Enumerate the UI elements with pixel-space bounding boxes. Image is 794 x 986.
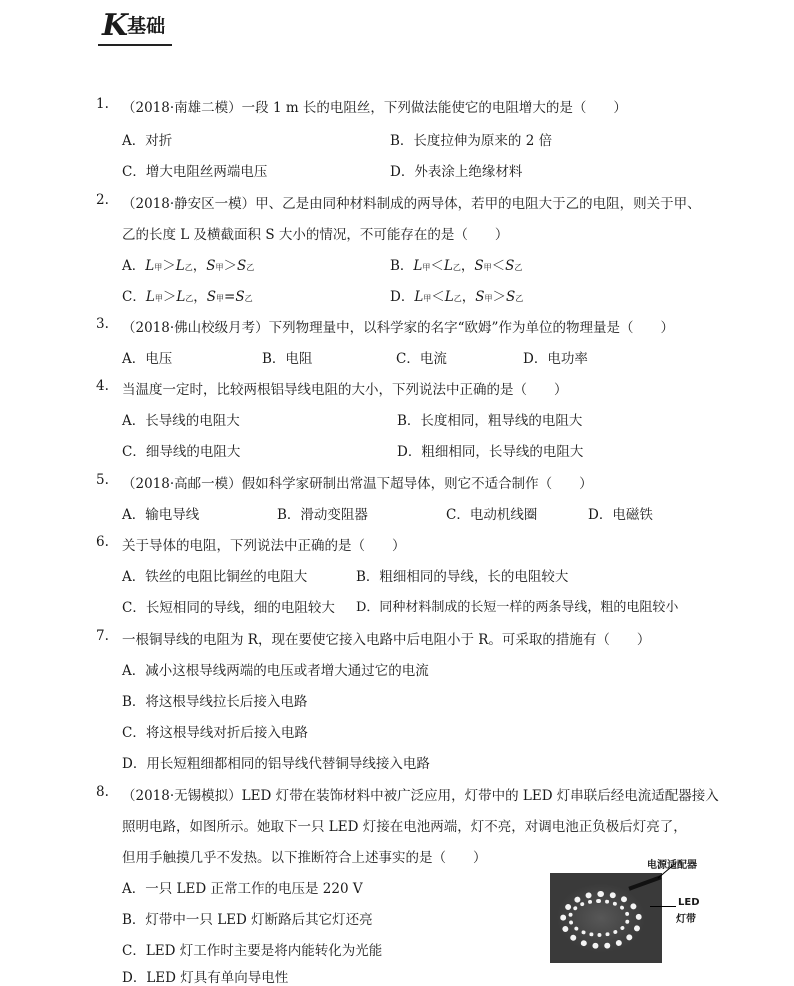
question-number: 6. xyxy=(96,534,109,550)
option-b[interactable]: B．长度拉伸为原来的 2 倍 xyxy=(390,133,553,149)
figure-label-adapter: 电源适配器 xyxy=(647,860,697,871)
option-b[interactable]: B．滑动变阻器 xyxy=(277,507,368,523)
option-b[interactable]: B．L甲＜L乙，S甲＜S乙 xyxy=(390,258,523,274)
question-number: 1. xyxy=(96,96,109,112)
option-d[interactable]: D．粗细相同，长导线的电阻大 xyxy=(397,444,584,460)
option-b[interactable]: B．灯带中一只 LED 灯断路后其它灯还亮 xyxy=(122,912,373,928)
question-7 xyxy=(96,628,651,648)
option-c[interactable]: C．LED 灯工作时主要是将内能转化为光能 xyxy=(122,943,383,959)
question-number: 3. xyxy=(96,316,109,332)
header-underline xyxy=(98,44,172,46)
question-8-line-2: 照明电路，如图所示。她取下一只 LED 灯接在电池两端，灯不亮，对调电池正负极后灯亮了， xyxy=(122,819,687,835)
question-stem: （2018·无锡模拟）LED 灯带在装饰材料中被广泛应用，灯带中的 LED 灯串联后经电流适配器接入 xyxy=(122,788,719,804)
option-c[interactable]: C．长短相同的导线，细的电阻较大 xyxy=(122,600,335,616)
question-stem: （2018·高邮一模）假如科学家研制出常温下超导体，则它不适合制作（ ） xyxy=(122,476,593,492)
option-c[interactable]: C．L甲＞L乙，S甲=S乙 xyxy=(122,289,253,305)
option-d[interactable]: D．L甲＜L乙，S甲＞S乙 xyxy=(390,289,524,305)
question-6 xyxy=(96,534,406,554)
option-a[interactable]: A．减小这根导线两端的电压或者增大通过它的电流 xyxy=(122,663,429,679)
question-3 xyxy=(96,316,674,336)
option-c[interactable]: C．细导线的电阻大 xyxy=(122,444,241,460)
question-4 xyxy=(96,378,568,398)
question-8 xyxy=(96,784,719,804)
option-a[interactable]: A．对折 xyxy=(122,133,173,149)
question-8-line-3: 但用手触摸几乎不发热。以下推断符合上述事实的是（ ） xyxy=(122,850,487,866)
led-strip-photo xyxy=(550,873,662,963)
option-a[interactable]: A．电压 xyxy=(122,351,173,367)
option-c[interactable]: C．增大电阻丝两端电压 xyxy=(122,164,268,180)
question-2-line-2: 乙的长度 L 及横截面积 S 大小的情况，不可能存在的是（ ） xyxy=(122,227,509,243)
option-b[interactable]: B．电阻 xyxy=(262,351,313,367)
question-stem: （2018·静安区一模）甲、乙是由同种材料制成的两导体，若甲的电阻大于乙的电阻，则关于甲、 xyxy=(122,196,701,212)
option-a[interactable]: A．长导线的电阻大 xyxy=(122,413,240,429)
question-stem: 当温度一定时，比较两根铝导线电阻的大小，下列说法中正确的是（ ） xyxy=(122,382,568,398)
option-d[interactable]: D．用长短粗细都相同的铝导线代替铜导线接入电路 xyxy=(122,756,430,772)
question-stem: 关于导体的电阻，下列说法中正确的是（ ） xyxy=(122,538,406,554)
question-1 xyxy=(96,96,627,116)
question-stem: （2018·南雄二模）一段 1 m 长的电阻丝，下列做法能使它的电阻增大的是（ ） xyxy=(122,100,627,116)
option-c[interactable]: C．电动机线圈 xyxy=(446,507,538,523)
option-b[interactable]: B．长度相同，粗导线的电阻大 xyxy=(397,413,583,429)
question-number: 2. xyxy=(96,192,109,208)
question-2 xyxy=(96,192,701,212)
option-d[interactable]: D．同种材料制成的长短一样的两条导线，粗的电阻较小 xyxy=(356,600,679,615)
option-d[interactable]: D．电磁铁 xyxy=(588,507,653,523)
question-number: 7. xyxy=(96,628,109,644)
led-pointer xyxy=(650,906,676,907)
question-number: 8. xyxy=(96,784,109,800)
figure-label-strip: 灯带 xyxy=(676,914,696,925)
option-b[interactable]: B．粗细相同的导线，长的电阻较大 xyxy=(356,569,569,585)
option-d[interactable]: D．外表涂上绝缘材料 xyxy=(390,164,523,180)
section-header xyxy=(102,8,165,46)
option-a[interactable]: A．输电导线 xyxy=(122,507,200,523)
figure-label-led: LED xyxy=(678,897,700,908)
option-d[interactable]: D．LED 灯具有单向导电性 xyxy=(122,970,289,986)
option-d[interactable]: D．电功率 xyxy=(523,351,588,367)
question-stem: 一根铜导线的电阻为 R，现在要使它接入电路中后电阻小于 R。可采取的措施有（ ） xyxy=(122,632,651,648)
led-ring-inner xyxy=(568,899,630,937)
section-title: 基础 xyxy=(127,15,166,37)
question-stem: （2018·佛山校级月考）下列物理量中，以科学家的名字“欧姆”作为单位的物理量是（ ） xyxy=(122,320,674,336)
question-5 xyxy=(96,472,593,492)
option-a[interactable]: A．一只 LED 正常工作的电压是 220 V xyxy=(122,881,363,897)
question-number: 5. xyxy=(96,472,109,488)
option-a[interactable]: A．铁丝的电阻比铜丝的电阻大 xyxy=(122,569,308,585)
option-a[interactable]: A．L甲＞L乙，S甲＞S乙 xyxy=(122,258,255,274)
option-c[interactable]: C．电流 xyxy=(396,351,447,367)
option-b[interactable]: B．将这根导线拉长后接入电路 xyxy=(122,694,308,710)
question-number: 4. xyxy=(96,378,109,394)
section-letter: K xyxy=(102,8,128,43)
option-c[interactable]: C．将这根导线对折后接入电路 xyxy=(122,725,308,741)
